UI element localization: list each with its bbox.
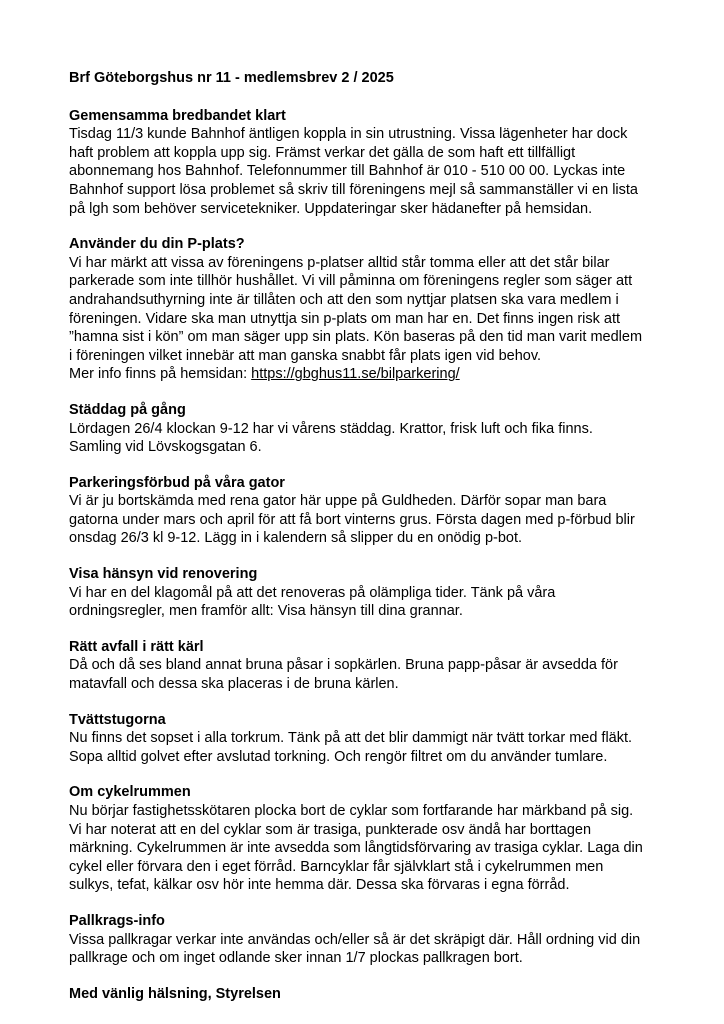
- body-line: Lördagen 26/4 klockan 9-12 har vi vårens städdag. Krattor, frisk luft och fika finns.: [69, 420, 593, 437]
- body-line: cykel eller förvara den i eget förråd. Barncyklar får självklart stå i cykelrummen men: [69, 858, 604, 875]
- body-line: matavfall och dessa ska placeras i de bruna kärlen.: [69, 676, 399, 693]
- section-heading: Parkeringsförbud på våra gator: [69, 474, 285, 491]
- section-cykelrummen: [69, 783, 669, 895]
- section-bredband: [69, 107, 669, 219]
- body-line: i föreningen vilket innebär att man ganska snabbt får plats igen vid behov.: [69, 347, 542, 364]
- body-line: Vi har noterat att en del cyklar som är trasiga, punkterade osv ändå har borttagen: [69, 821, 592, 838]
- body-line: andrahandsuthyrning inte är tillåten och att den som nyttjar platsen ska vara medlem i: [69, 291, 619, 308]
- section-heading: Städdag på gång: [69, 401, 186, 418]
- body-line: Nu börjar fastighetsskötaren plocka bort de cyklar som fortfarande har märkband på sig.: [69, 803, 634, 819]
- signature: Med vänlig hälsning, Styrelsen: [69, 985, 281, 1002]
- section-heading: Visa hänsyn vid renovering: [69, 566, 258, 583]
- body-line: onsdag 26/3 kl 9-12. Lägg in i kalendern så slipper du en onödig p-bot.: [69, 530, 523, 547]
- info-link-prefix: Mer info finns på hemsidan:: [69, 366, 252, 383]
- body-line: ”hamna sist i kön” om man säger upp sin plats. Kön baseras på den tid man varit medlem: [69, 329, 643, 346]
- body-line: parkerade som inte tillhör hushållet. Vi vill påminna om föreningens regler som säger att: [69, 273, 633, 290]
- bilparkering-link[interactable]: https://gbghus11.se/bilparkering/: [251, 366, 460, 383]
- document-content: [69, 69, 669, 1003]
- document-title: Brf Göteborgshus nr 11 - medlemsbrev 2 / 2025: [69, 70, 394, 86]
- body-line: Vi är ju bortskämda med rena gator här uppe på Guldheden. Därför sopar man bara: [69, 493, 607, 510]
- body-line: föreningen. Vidare ska man utnyttja sin p-plats om man har en. Det finns ingen risk att: [69, 310, 621, 327]
- body-line: Bahnhof support lösa problemet så skriv till föreningens mejl så sammanställer vi en lista: [69, 181, 638, 198]
- body-line: Sopa alltid golvet efter avslutad torkning. Och rengör filtret om du använder tumlare.: [69, 748, 608, 765]
- body-line: sulkys, tefat, kälkar osv hör inte hemma där. Dessa ska förvaras i egna förråd.: [69, 877, 570, 894]
- body-line: Vissa pallkragar verkar inte användas och/eller så är det skräpigt där. Håll ordning vid din: [69, 931, 641, 948]
- section-p-plats: [69, 235, 669, 384]
- body-line: Vi har märkt att vissa av föreningens p-platser alltid står tomma eller att det står bilar: [69, 254, 610, 271]
- section-heading: Rätt avfall i rätt kärl: [69, 638, 204, 655]
- section-staddag: [69, 401, 669, 457]
- body-line: Nu finns det sopset i alla torkrum. Tänk på att det blir dammigt när tvätt torkar med fläkt.: [69, 730, 633, 747]
- body-line: abonnemang hos Bahnhof. Telefonnummer till Bahnhof är 010 - 510 00 00. Lyckas inte: [69, 163, 626, 180]
- section-heading: Gemensamma bredbandet klart: [69, 107, 286, 124]
- section-renovering: [69, 565, 669, 621]
- body-line: märkning. Cykelrummen är inte avsedda som långtidsförvaring av trasiga cyklar. Laga din: [69, 840, 643, 857]
- section-heading: Pallkrags-info: [69, 912, 165, 929]
- body-line: Samling vid Lövskogsgatan 6.: [69, 439, 262, 456]
- body-line: ordningsregler, men framför allt: Visa hänsyn till dina grannar.: [69, 603, 463, 620]
- section-parkeringsforbud: [69, 474, 669, 548]
- section-pallkrags: [69, 912, 669, 968]
- info-link-line: [69, 365, 669, 384]
- body-line: gatorna under mars och april för att få bort vinterns grus. Första dagen med p-förbud blir: [69, 511, 635, 528]
- body-line: Då och då ses bland annat bruna påsar i sopkärlen. Bruna papp-påsar är avsedda för: [69, 657, 618, 674]
- body-line: Tisdag 11/3 kunde Bahnhof äntligen koppla in sin utrustning. Vissa lägenheter har dock: [69, 126, 628, 143]
- section-heading: Om cykelrummen: [69, 784, 191, 801]
- body-line: haft problem att koppla upp sig. Främst verkar det gälla de som haft ett tillfälligt: [69, 144, 576, 161]
- section-tvattstugorna: [69, 711, 669, 767]
- body-line: på lgh som behöver servicetekniker. Uppdateringar sker hädanefter på hemsidan.: [69, 200, 593, 217]
- section-avfall: [69, 638, 669, 694]
- section-heading: Använder du din P-plats?: [69, 236, 245, 253]
- body-line: Vi har en del klagomål på att det renoveras på olämpliga tider. Tänk på våra: [69, 584, 556, 601]
- section-heading: Tvättstugorna: [69, 711, 166, 728]
- body-line: pallkrage och om inget odlande sker innan 1/7 plockas pallkragen bort.: [69, 950, 523, 967]
